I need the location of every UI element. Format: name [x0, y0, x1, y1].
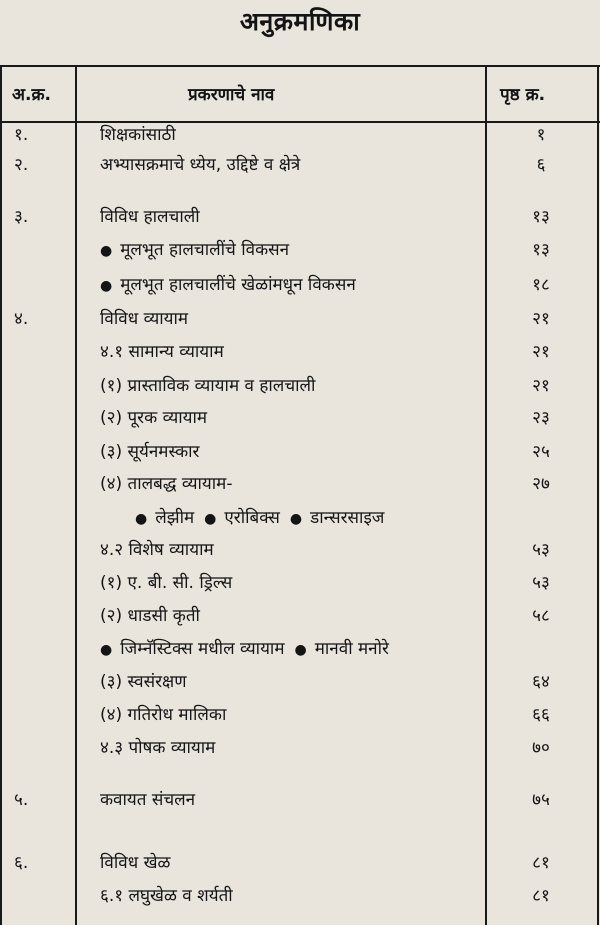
table-row: [0, 504, 600, 532]
row-topic: ● लेझीम ● एरोबिक्स ● डान्सरसाइज: [135, 508, 385, 528]
table-row: [0, 470, 600, 498]
table-row: [0, 404, 600, 432]
row-topic: (४) गतिरोध मालिका: [100, 705, 227, 725]
table-row: [0, 849, 600, 877]
row-page: ६६: [532, 705, 550, 725]
table-row: [0, 372, 600, 400]
bullet-icon: ●: [100, 278, 113, 294]
row-page: ८१: [532, 886, 550, 906]
row-topic: ४.३ पोषक व्यायाम: [100, 738, 216, 758]
table-row: [0, 536, 600, 564]
page-title: अनुक्रमणिका: [239, 7, 361, 36]
row-page: २७: [532, 474, 550, 494]
row-page: २१: [532, 376, 550, 396]
row-page: १८: [532, 275, 550, 295]
row-page: ८१: [532, 853, 550, 873]
row-topic: (२) धाडसी कृती: [100, 606, 200, 626]
table-row: [0, 786, 600, 814]
table-row: [0, 569, 600, 597]
row-topic: ४.१ सामान्य व्यायाम: [100, 342, 224, 362]
row-topic: विविध खेळ: [100, 853, 171, 873]
row-page: ५३: [532, 573, 550, 593]
row-number: १.: [14, 125, 29, 145]
row-topic: ४.२ विशेष व्यायाम: [100, 540, 214, 560]
table-row: [0, 203, 600, 231]
row-topic: (४) तालबद्ध व्यायाम-: [100, 474, 233, 494]
bullet-icon: ●: [135, 511, 148, 527]
row-topic: (२) पूरक व्यायाम: [100, 408, 208, 428]
row-page: ७५: [532, 790, 550, 810]
table-row: [0, 338, 600, 366]
row-page: ५३: [532, 540, 550, 560]
table-row: [0, 668, 600, 696]
row-page: १३: [532, 240, 550, 260]
row-number: ६.: [14, 853, 29, 873]
table-row: [0, 438, 600, 466]
index-table: [0, 65, 600, 925]
table-row: [0, 271, 600, 299]
row-page: ७०: [532, 738, 550, 758]
table-row: [0, 701, 600, 729]
bullet-icon: ●: [294, 642, 307, 658]
row-topic: शिक्षकांसाठी: [100, 125, 176, 145]
row-number: २.: [14, 155, 29, 175]
row-topic: (१) ए. बी. सी. ड्रिल्स: [100, 573, 233, 593]
row-topic: कवायत संचलन: [100, 790, 196, 810]
row-page: २१: [532, 309, 550, 329]
row-number: ४.: [14, 309, 29, 329]
bullet-icon: ●: [204, 511, 217, 527]
header-page: पृष्ठ क्र.: [500, 85, 546, 105]
row-topic: ६.१ लघुखेळ व शर्यती: [100, 886, 233, 906]
row-number: ३.: [14, 207, 29, 227]
row-topic: अभ्यासक्रमाचे ध्येय, उद्दिष्टे व क्षेत्रे: [100, 155, 301, 175]
table-row: [0, 635, 600, 663]
table-row: [0, 734, 600, 762]
row-page: ५८: [532, 606, 550, 626]
row-topic: ● मूलभूत हालचालींचे विकसन: [100, 240, 290, 260]
row-topic: विविध हालचाली: [100, 207, 200, 227]
table-row: [0, 602, 600, 630]
row-topic: (१) प्रास्ताविक व्यायाम व हालचाली: [100, 376, 316, 396]
row-topic: ● मूलभूत हालचालींचे खेळांमधून विकसन: [100, 275, 356, 295]
header-topic: प्रकरणाचे नाव: [188, 85, 275, 105]
table-row: [0, 236, 600, 264]
row-number: ५.: [14, 790, 29, 810]
row-topic: विविध व्यायाम: [100, 309, 189, 329]
bullet-icon: ●: [289, 511, 303, 527]
row-page: २१: [532, 342, 550, 362]
row-topic: (३) सूर्यनमस्कार: [100, 442, 200, 462]
row-page: २५: [532, 442, 550, 462]
row-topic: ● जिम्नॅस्टिक्स मधील व्यायाम ● मानवी मनोरे: [100, 639, 389, 659]
row-page: १: [536, 125, 546, 145]
bullet-icon: ●: [100, 243, 113, 259]
table-row: [0, 305, 600, 333]
table-row: [0, 121, 600, 149]
bullet-icon: ●: [100, 642, 113, 658]
row-page: ६: [536, 155, 546, 175]
row-page: २३: [532, 408, 550, 428]
header-number: अ.क्र.: [12, 85, 51, 105]
row-page: १३: [532, 207, 550, 227]
row-topic: (३) स्वसंरक्षण: [100, 672, 187, 692]
table-row: [0, 882, 600, 910]
table-row: [0, 151, 600, 179]
row-page: ६४: [532, 672, 550, 692]
